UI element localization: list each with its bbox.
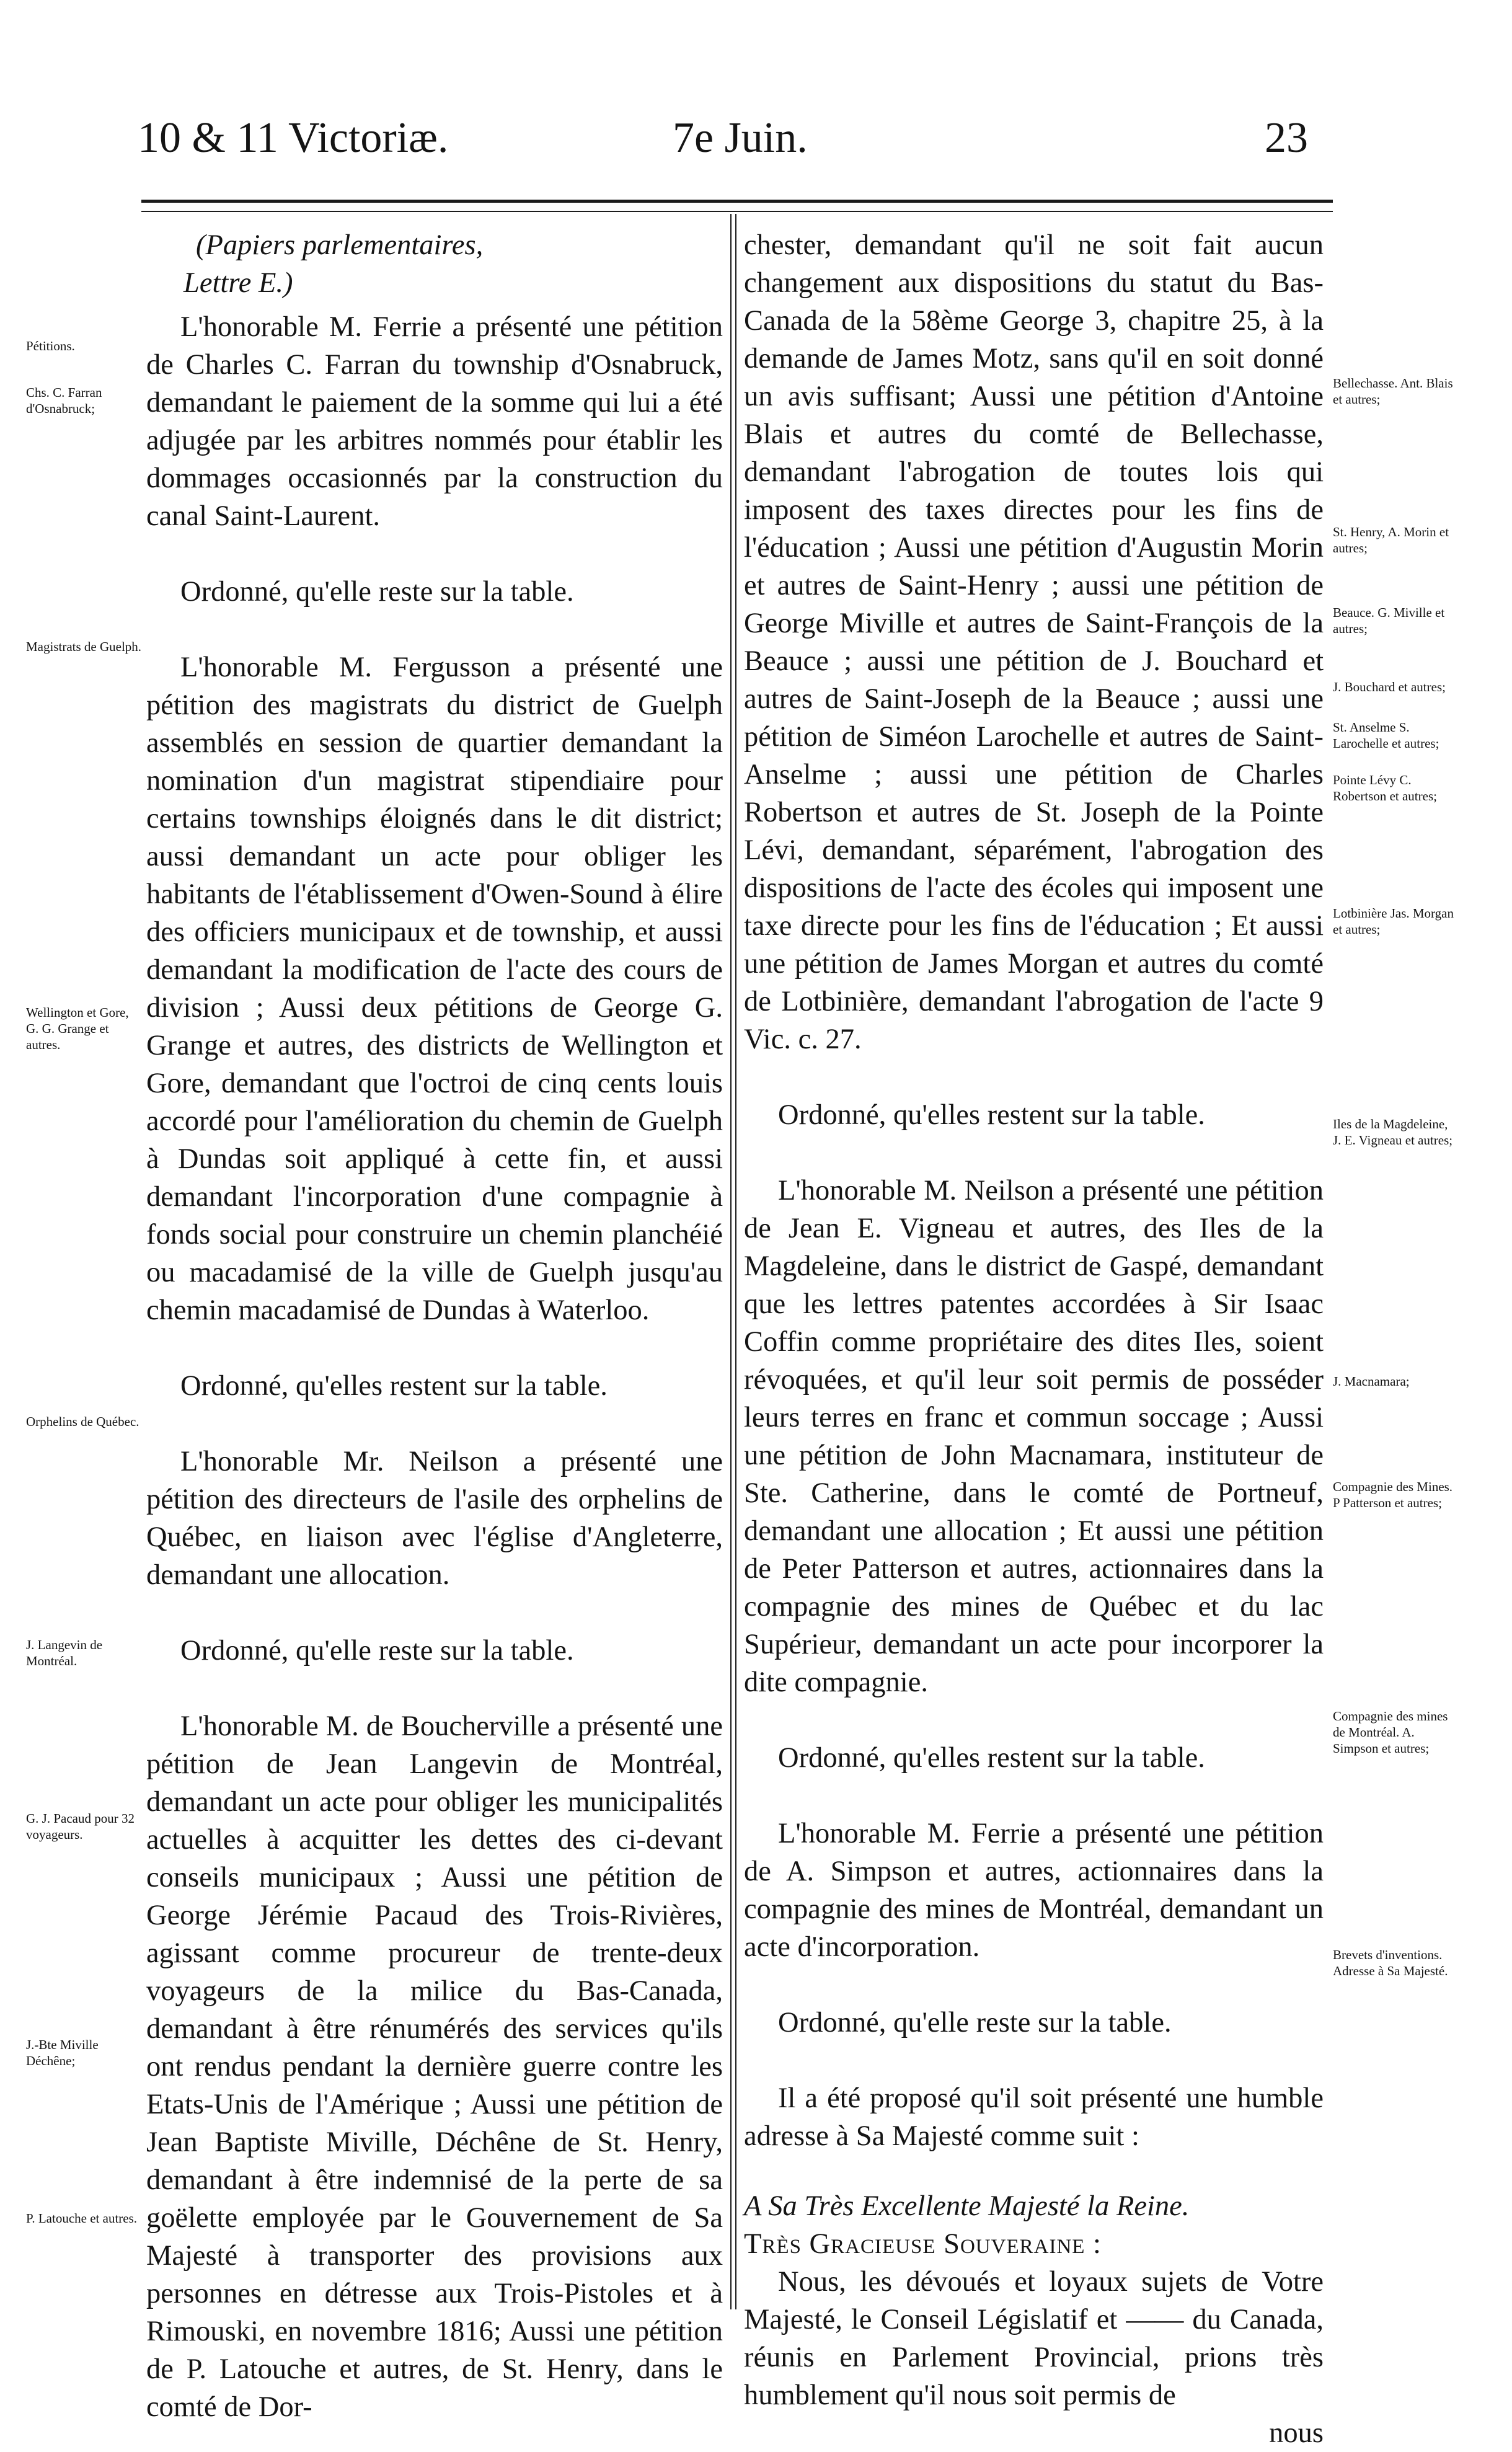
margin-note-st-henry: St. Henry, A. Morin et autres; xyxy=(1333,524,1449,555)
margin-note-farran: Chs. C. Farran d'Osnabruck; xyxy=(26,385,102,416)
petition-guelph: L'honorable M. Fergusson a présenté une pétition des magistrats du district de Guelph assemblés en session de quartier demandant la nomination d'un magistrat stipendiaire pour certains townships éloignés dans le dit district; aussi demandant un acte pour obliger les habitants de l'établissement d'Owen-Sound à élire des officiers municipaux et de township, et aussi demandant la modification de l'acte des cours de division ; Aussi deux pétitions de George G. Grange et autres, des districts de Wellington et Gore, demandant que l'octroi de cinq cents louis accordé pour l'amélioration du chemin de Guelph à Dundas soit appliqué à cette fin, et aussi demandant l'incorporation d'une compagnie à fonds social pour construire un chemin planchéié ou macadamisé de la ville de Guelph jusqu'au chemin macadamisé de Dundas à Waterloo. xyxy=(146,652,723,1326)
header-rule-thin xyxy=(141,211,1333,212)
address-body: Nous, les dévoués et loyaux sujets de Votre Majesté, le Conseil Législatif et —— du Canada, réunis en Parlement Provincial, prions très humblement qu'il nous soit permis de xyxy=(744,2266,1324,2411)
column-divider-2 xyxy=(735,214,736,2309)
margin-note-lotbiniere: Lotbinière Jas. Morgan et autres; xyxy=(1333,906,1454,937)
order-1: Ordonné, qu'elle reste sur la table. xyxy=(180,576,574,608)
margin-note-compagnie-mines: Compagnie des Mines. P Patterson et autres; xyxy=(1333,1479,1453,1510)
margin-note-latouche: P. Latouche et autres. xyxy=(26,2211,138,2226)
header-date: 7e Juin. xyxy=(673,114,808,162)
petition-vigneau: L'honorable M. Neilson a présenté une pétition de Jean E. Vigneau et autres, des Iles de la Magdeleine, dans le district de Gaspé, demandant que les lettres patentes accordées à Sir Isaac Coffin comme propriétaire des dites Iles, soient révoquées, et qu'il leur soit permis de posséder leurs terres en franc et commun soccage ; Aussi une pétition de John Macnamara, instituteur de Ste. Catherine, dans le comté de Portneuf, demandant une allocation ; Et aussi une pétition de Peter Patterson et autres, actionnaires dans la compagnie des mines de Québec et du lac Supérieur, demandant un acte pour incorporer la dite compagnie. xyxy=(744,1175,1324,1698)
address-to-queen: A Sa Très Excellente Majesté la Reine. xyxy=(744,2190,1190,2222)
margin-note-macnamara: J. Macnamara; xyxy=(1333,1374,1410,1389)
order-2: Ordonné, qu'elles restent sur la table. xyxy=(180,1370,608,1402)
margin-note-pacaud: G. J. Pacaud pour 32 voyageurs. xyxy=(26,1811,135,1842)
margin-note-bouchard: J. Bouchard et autres; xyxy=(1333,679,1446,694)
order-3: Ordonné, qu'elle reste sur la table. xyxy=(180,1635,574,1666)
margin-note-langevin: J. Langevin de Montréal. xyxy=(26,1637,103,1668)
petition-orphelins: L'honorable Mr. Neilson a présenté une pétition des directeurs de l'asile des orphelins de Québec, en liaison avec l'église d'Angleterre, demandant une allocation. xyxy=(146,1446,723,1591)
petition-simpson: L'honorable M. Ferrie a présenté une pétition de A. Simpson et autres, actionnaires dans la compagnie des mines de Montréal, demandant un acte d'incorporation. xyxy=(744,1818,1324,1963)
margin-note-wellington: Wellington et Gore, G. G. Grange et autres. xyxy=(26,1005,129,1052)
catchword: nous xyxy=(1269,2417,1324,2449)
margin-note-st-anselme: St. Anselme S. Larochelle et autres; xyxy=(1333,720,1439,751)
margin-note-bellechasse: Bellechasse. Ant. Blais et autres; xyxy=(1333,376,1453,407)
page-number: 23 xyxy=(1265,114,1308,162)
margin-note-magdeleine: Iles de la Magdeleine, J. E. Vigneau et autres; xyxy=(1333,1117,1453,1148)
petition-farran: L'honorable M. Ferrie a présenté une pétition de Charles C. Farran du township d'Osnabruck, demandant le paiement de la somme qui lui a été adjugée par les arbitres nommés pour établir les dommages occasionnés par la construction du canal Saint-Laurent. xyxy=(146,311,723,532)
order-4: Ordonné, qu'elles restent sur la table. xyxy=(778,1099,1205,1131)
margin-note-guelph: Magistrats de Guelph. xyxy=(26,639,142,654)
margin-note-mines-montreal: Compagnie des mines de Montréal. A. Simpson et autres; xyxy=(1333,1709,1448,1756)
margin-note-brevets: Brevets d'inventions. Adresse à Sa Majesté. xyxy=(1333,1947,1448,1978)
running-header xyxy=(0,110,1512,166)
left-column xyxy=(146,226,723,2426)
margin-note-petitions: Pétitions. xyxy=(26,339,75,353)
header-rule-thick xyxy=(141,200,1333,203)
margin-note-beauce: Beauce. G. Miville et autres; xyxy=(1333,605,1445,636)
margin-note-miville: J.-Bte Miville Déchêne; xyxy=(26,2037,99,2068)
header-regnal-year: 10 & 11 Victoriæ. xyxy=(138,114,449,162)
address-motion: Il a été proposé qu'il soit présenté une humble adresse à Sa Majesté comme suit : xyxy=(744,2082,1324,2152)
salutation: Très Gracieuse Souveraine : xyxy=(744,2228,1102,2260)
petition-motz-continued: chester, demandant qu'il ne soit fait aucun changement aux dispositions du statut du Bas-Canada de la 58ème George 3, chapitre 25, à la demande de James Motz, sans qu'il en soit donné un avis suffisant; Aussi une pétition d'Antoine Blais et autres du comté de Bellechasse, demandant l'abrogation de toutes lois qui imposent des taxes directes pour les fins de l'éducation ; Aussi une pétition d'Augustin Morin et autres de Saint-Henry ; aussi une pétition de George Miville et autres de Saint-François de la Beauce ; aussi une pétition de J. Bouchard et autres de Saint-Joseph de la Beauce ; aussi une pétition de Siméon Larochelle et autres de Saint-Anselme ; aussi une pétition de Charles Robertson et autres de St. Joseph de la Pointe Lévi, demandant, séparément, l'abrogation des dispositions de l'acte des écoles qui imposent une taxe directe pour les fins de l'éducation ; Et aussi une pétition de James Morgan et autres du comté de Lotbinière, demandant l'abrogation de l'acte 9 Vic. c. 27. xyxy=(744,229,1324,1055)
margin-note-pointe-levy: Pointe Lévy C. Robertson et autres; xyxy=(1333,772,1437,803)
order-5: Ordonné, qu'elles restent sur la table. xyxy=(778,1742,1205,1774)
column-divider-1 xyxy=(730,214,732,2309)
section-heading-1: (Papiers parlementaires, xyxy=(196,229,484,261)
order-6: Ordonné, qu'elle reste sur la table. xyxy=(778,2007,1172,2038)
section-heading-2: Lettre E.) xyxy=(183,267,293,299)
margin-note-orphelins: Orphelins de Québec. xyxy=(26,1414,139,1429)
right-column xyxy=(744,226,1324,2452)
petition-boucherville: L'honorable M. de Boucherville a présenté une pétition de Jean Langevin de Montréal, demandant un acte pour obliger les municipalités actuelles à acquitter les dettes des ci-devant conseils municipaux ; Aussi une pétition de George Jérémie Pacaud des Trois-Rivières, agissant comme procureur de trente-deux voyageurs de la milice du Bas-Canada, demandant à être rénumérés des services qu'ils ont rendus pendant la dernière guerre contre les Etats-Unis de l'Amérique ; Aussi une pétition de Jean Baptiste Miville, Déchêne de St. Henry, demandant à être indemnisé de la perte de sa goëlette employée par le Gouvernement de Sa Majesté à transporter des provisions aux personnes en détresse aux Trois-Pistoles et à Rimouski, en novembre 1816; Aussi une pétition de P. Latouche et autres, de St. Henry, dans le comté de Dor- xyxy=(146,1711,723,2423)
